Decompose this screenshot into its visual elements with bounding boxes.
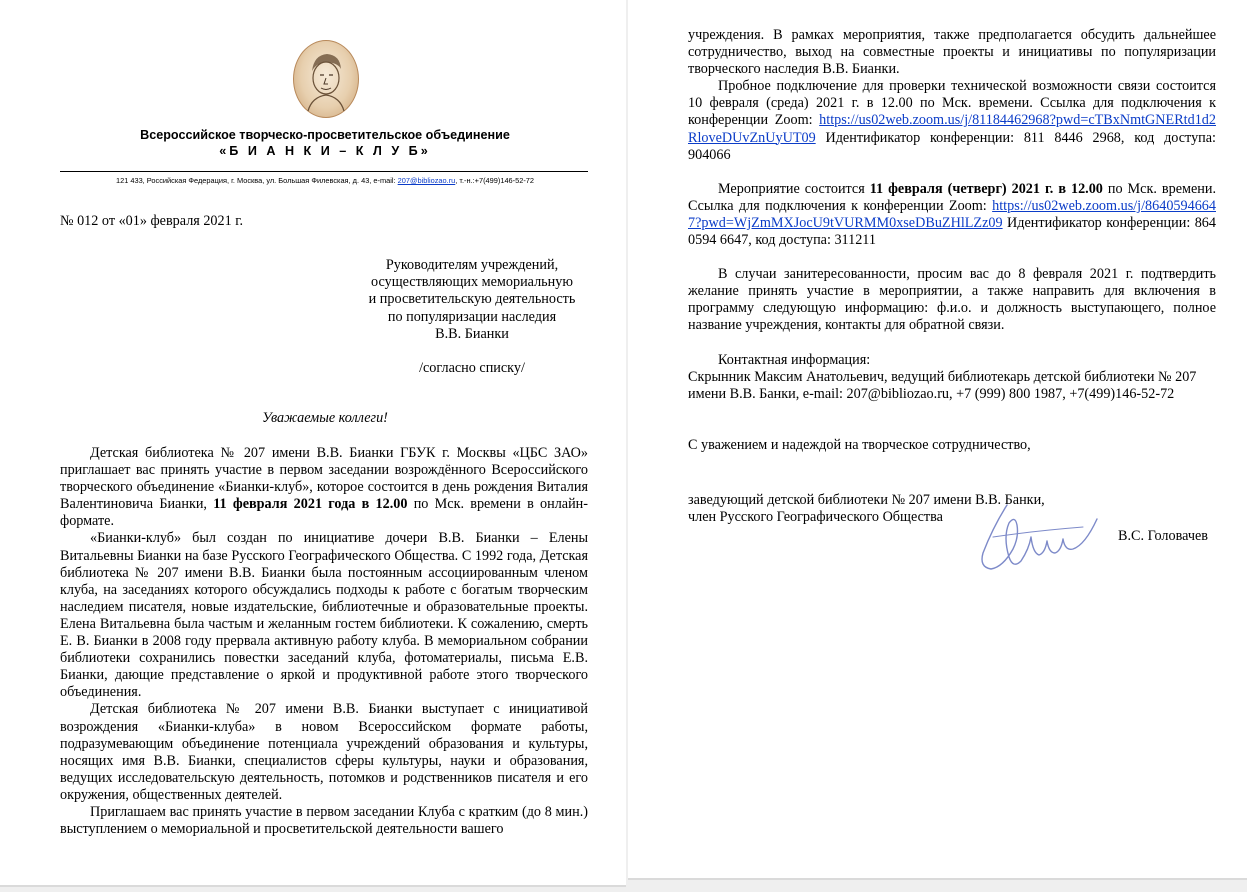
address-email-link[interactable]: 207@bibliozao.ru [397, 176, 456, 185]
recipient-line: осуществляющих мемориальную [371, 274, 573, 291]
paragraph-text-2: по Мск. времени. Ссылка для подключения к конференции Zoom: [688, 180, 1216, 214]
paragraph-invitation [60, 445, 588, 530]
bianki-portrait-logo [293, 40, 359, 118]
letter-page-1 [0, 0, 626, 887]
header-divider [60, 171, 588, 172]
conference-id-event: Идентификатор конференции: 864 0594 6647, код доступа: 311211 [688, 214, 1216, 249]
org-club-name: «Б И А Н К И – К Л У Б» [219, 144, 431, 158]
contact-info: Скрынник Максим Анатольевич, ведущий библиотекарь детской библиотеки № 207 имени В.В. Банки, e-mail: 207@bibliozao.ru, +7 (999) 800 1987, +7(499)146-52-72 [688, 368, 1197, 402]
paragraph-request: Приглашаем вас принять участие в первом заседании Клуба с кратким (до 8 мин.) выступлением о мемориальной и просветительской деятельности вашего [60, 803, 588, 838]
paragraph-text: Пробное подключение для проверки технической возможности связи состоится 10 февраля (среда) 2021 г. в 12.00 по Мск. времени. Ссылка для подключения к конференции Zoom: [688, 78, 1216, 129]
paragraph-history: «Бианки-клуб» был создан по инициативе дочери В.В. Бианки – Елены Витальевны Бианки на базе Русского Географического Общества. С 1992 года, Детская библиотека № 207 имени В.В. Бианки была постоянным ассоциированным членом клуба, на заседаниях которого обсуждались подходы к работе с богатым творческим наследием писателя, новые издательские, библиотечные и образовательные проекты. Елена Витальевна была частым и желанным гостем библиотеки. К сожалению, смерть Е. В. Бианки в 2008 году прервала активную работу клуба. В мемориальном собрании библиотеки сохранились повестки заседаний клуба, фотоматериалы, письма Е.В. Бианки, дающие представление о яркой и продуктивной работе этого творческого объединения. [60, 530, 588, 701]
event-date-bold: 11 февраля (четверг) 2021 г. в 12.00 [869, 180, 1103, 197]
signer-name: В.С. Головачев [1118, 528, 1208, 544]
contact-title: Контактная информация: [718, 351, 871, 368]
recipients-block [350, 257, 594, 377]
org-address [60, 176, 590, 185]
signer-position: заведующий детской библиотеки № 207 имени В.В. Банки, [688, 492, 1045, 508]
address-text: 121 433, Российская Федерация, г. Москва, ул. Большая Филевская, д. 43, e-mail: [115, 176, 398, 185]
closing-line: С уважением и надеждой на творческое сотрудничество, [688, 436, 1031, 453]
letter-body-part-1 [60, 445, 588, 838]
paragraph-text: Детская библиотека № 207 имени В.В. Бианки ГБУК г. Москвы «ЦБС ЗАО» приглашает вас принять участие в первом заседании возрождённого Всероссийского творческого объединение «Бианки-клуб», которое состоится в день рождения Виталия Валентиновича Бианки, [60, 445, 588, 513]
spacer [688, 335, 1216, 352]
page-edge [628, 878, 1247, 880]
per-list-note: /согласно списку/ [419, 360, 525, 377]
letter-page-2 [628, 0, 1247, 880]
paragraph-event [688, 181, 1216, 249]
org-name: Всероссийское творческо-просветительское объединение [140, 128, 510, 142]
address-phone: , т.-н.:+7(499)146-52-72 [455, 176, 535, 185]
zoom-test-link[interactable]: https://us02web.zoom.us/j/81184462968?pwd=cTBxNmtGNERtd1d2RloveDUvZnUyUT09 [688, 112, 1216, 146]
recipient-line: В.В. Бианки [435, 325, 509, 342]
salutation: Уважаемые коллеги! [262, 410, 388, 426]
recipient-line: и просветительскую деятельность [368, 291, 576, 308]
spacer [688, 249, 1216, 266]
paragraph-continuation: учреждения. В рамках мероприятия, также предполагается обсудить дальнейшее сотрудничество, выход на совместные проекты и инициативы по популяризации творческого наследия В.В. Бианки. [688, 27, 1216, 78]
paragraph-text: Мероприятие состоится [718, 180, 870, 197]
portrait-sketch [294, 41, 358, 117]
signature-block [688, 492, 1218, 526]
event-date-bold: 11 февраля 2021 года в 12.00 [213, 496, 408, 513]
paragraph-tail: по Мск. времени в онлайн-формате. [60, 496, 588, 530]
conference-id-test: Идентификатор конференции: 811 8446 2968, код доступа: 904066 [688, 129, 1216, 163]
zoom-event-link[interactable]: https://us02web.zoom.us/j/86405946647?pwd=WjZmMXJocU9tVURMM0xseDBuZHlLZz09 [688, 197, 1216, 231]
paragraph-confirmation: В случаи занитересованности, просим вас до 8 февраля 2021 г. подтвердить желание принять участие в мероприятии, а также направить для включения в программу следующую информацию: ф.и.о. и должность выступающего, полное название учреждения, контакты для обратной связи. [688, 266, 1216, 334]
document-number: № 012 от «01» февраля 2021 г. [60, 213, 244, 229]
recipient-line: по популяризации наследия [387, 308, 557, 325]
page-edge [0, 885, 626, 887]
spacer [688, 403, 1216, 437]
letter-body-part-2 [688, 27, 1216, 454]
recipient-line: Руководителям учреждений, [385, 257, 559, 273]
paragraph-test-connection [688, 78, 1216, 163]
spacer [688, 164, 1216, 181]
signer-membership: член Русского Географического Общества [688, 509, 943, 526]
paragraph-initiative: Детская библиотека № 207 имени В.В. Бианки выступает с инициативой возрождения «Бианки-клуба» в новом Всероссийском формате работы, подразумевающим объединение потенциала учреждений образования и культуры, носящих имя В.В. Бианки, специалистов сферы культуры, науки и образования, ведущих исследовательскую деятельность, потомков и родственников писателя и его окружения, общественных деятелей. [60, 701, 588, 803]
handwritten-signature [973, 497, 1103, 579]
